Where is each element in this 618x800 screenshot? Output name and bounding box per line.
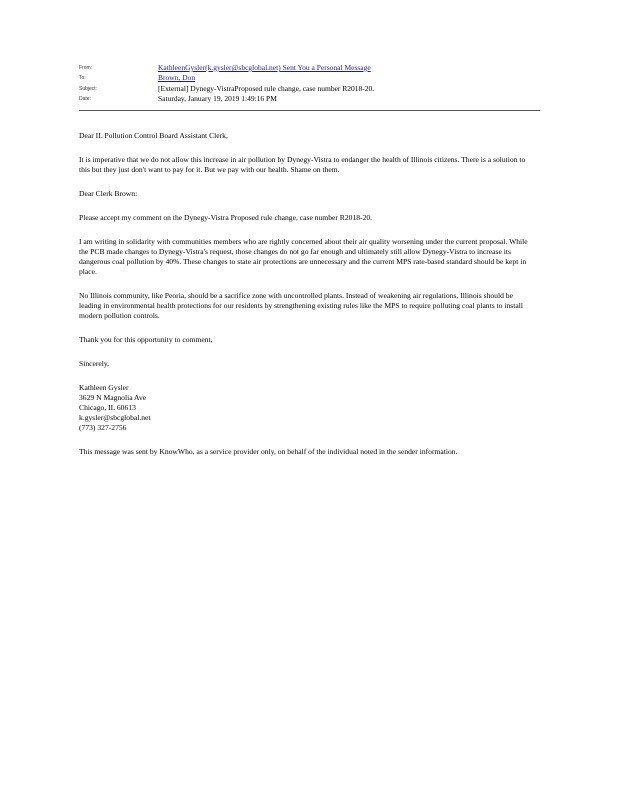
to-link[interactable]: Brown, Don (158, 73, 196, 82)
date-value: Saturday, January 19, 2019 1:49:16 PM (158, 94, 277, 103)
from-label: From: (79, 65, 93, 71)
signature-phone: (773) 327-2756 (79, 423, 127, 432)
paragraph-2: Please accept my comment on the Dynegy-Vistra Proposed rule change, case number R2018-20. (79, 213, 373, 222)
subject-label: Subject: (79, 86, 98, 92)
signature-name: Kathleen Gysler (79, 383, 129, 392)
date-label: Date: (79, 96, 91, 102)
signature-city: Chicago, IL 60613 (79, 403, 136, 412)
signature-address: 3629 N Magnolia Ave (79, 393, 147, 402)
signature-email: k.gysler@sbcglobal.net (79, 413, 151, 422)
to-label: To: (79, 75, 86, 81)
from-link[interactable]: KathleenGysler(k.gysler@sbcglobal.net) Sent You a Personal Message (158, 63, 371, 72)
thanks-line: Thank you for this opportunity to comment, (79, 335, 213, 344)
closing: Sincerely, (79, 359, 110, 368)
paragraph-1: It is imperative that we do not allow this increase in air pollution by Dynegy-Vistra to endanger the health of Illinois citizens. There is a solution to this but they just don't want to pay for it. But we pay with our health. Shame on them. (79, 155, 526, 174)
footer-note: This message was sent by KnowWho, as a service provider only, on behalf of the individual noted in the sender information. (79, 447, 458, 456)
salutation-2: Dear Clerk Brown: (79, 189, 138, 198)
paragraph-4: No Illinois community, like Peoria, should be a sacrifice zone with uncontrolled plants. Instead of weakening air regulations, Illinois should be leading in environmental health protections for our residents by strengthening existing rules like the MPS to require polluting coal plants to install modern pollution controls. (79, 291, 523, 320)
header-divider (79, 110, 540, 111)
signature-block (79, 383, 529, 433)
paragraph-3: I am writing in solidarity with communities members who are rightly concerned about their air quality worsening under the current proposal. While the PCB made changes to Dynegy-Vistra's request, those changes do not go far enough and ultimately still allow Dynegy-Vistra to increase its dangerous coal pollution by 40%. These changes to state air protections are unnecessary and the current MPS rate-based standard should be kept in place. (79, 237, 528, 276)
subject-value: [External] Dynegy-VistraProposed rule change, case number R2018-20. (158, 84, 375, 93)
message-body (79, 131, 529, 471)
salutation: Dear IL Pollution Control Board Assistant Clerk, (79, 131, 228, 140)
